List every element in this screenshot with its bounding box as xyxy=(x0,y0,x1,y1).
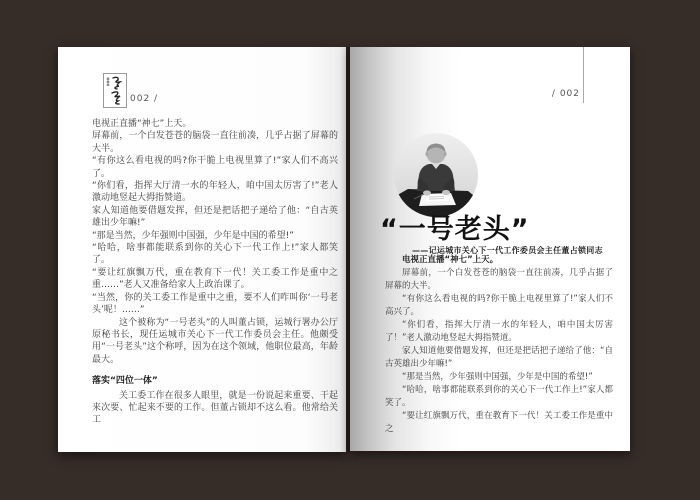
paragraph: “当然，你的关工委工作是重中之重，要不人们咋叫你‘一号老头’呢！……” xyxy=(92,292,338,316)
page-number-left: 002 / xyxy=(130,94,159,104)
article-subtitle: ——记运城市关心下一代工作委员会主任董占锁同志 xyxy=(412,246,603,255)
paragraph: 这个被称为“一号老头”的人叫董占锁，运城行署办公厅原秘书长，现任运城市关心下一代工作委员会主任。他颇受用“一号老头”这个称呼，因为在这个领域，他职位最高，年龄最大。 xyxy=(92,317,338,365)
paragraph: “那是当然，少年强则中国强，少年是中国的希望!” xyxy=(92,230,294,241)
right-body-text xyxy=(385,254,613,440)
paragraph: 家人知道他要借题发挥，但还是把话把子递给了他：“自古英雄出少年嘛!” xyxy=(92,205,338,229)
right-page xyxy=(350,47,630,451)
paragraph: “要让红旗飘万代，重在教育下一代！关工委工作是重中之 xyxy=(385,411,613,434)
paragraph: 屏幕前，一个白发苍苍的脑袋一直往前凑，几乎占据了屏幕的大半。 xyxy=(92,131,338,154)
paragraph: “你们看，指挥大厅清一水的年轻人，咱中国太厉害了！”老人激动地竖起大拇指赞道。 xyxy=(385,320,613,343)
calligraphy-stamp-icon xyxy=(103,73,127,108)
paragraph: “要让红旗飘万代，重在教育下一代！关工委工作是重中之重……”老人又准备给家人上政治课了。 xyxy=(92,267,338,291)
article-title: “一号老头” xyxy=(380,214,530,245)
section-subheading: 落实“四位一体” xyxy=(92,376,158,387)
paragraph: 关工委工作在很多人眼里，就是一份说起来重要、干起来次要、忙起来不要的工作。但董占锁却不这么看。他常给关工 xyxy=(92,390,338,426)
page-number-right: / 002 xyxy=(551,89,580,99)
paragraph: 家人知道他要借题发挥，但还是把话把子递给了他：“自古英雄出少年嘛!” xyxy=(385,346,613,369)
left-body-text xyxy=(92,118,338,427)
lead-paragraph: 电视正直播“神七”上天。 xyxy=(402,255,499,265)
paragraph: “哈哈，啥事都能联系到你的关心下一代工作上!”家人都笑了。 xyxy=(92,243,338,266)
paragraph: “有你这么看电视的吗?你干脆上电视里算了!”家人们不高兴了。 xyxy=(92,156,338,179)
paragraph: “那是当然，少年强则中国强，少年是中国的希望!” xyxy=(402,372,593,382)
paragraph: “你们看，指挥大厅清一水的年轻人，咱中国太厉害了!”老人激动地竖起大拇指赞道。 xyxy=(92,181,338,204)
paragraph: 屏幕前，一个白发苍苍的脑袋一直往前凑，几乎占据了屏幕的大半。 xyxy=(385,268,613,291)
paragraph: “有你这么看电视的吗?你干脆上电视里算了!”家人们不高兴了。 xyxy=(385,294,613,317)
portrait-photo xyxy=(394,133,478,217)
paragraph: 电视正直播“神七”上天。 xyxy=(92,119,192,129)
paragraph: “哈哈，啥事都能联系到你的关心下一代工作上!”家人都笑了。 xyxy=(385,385,613,408)
header-rule xyxy=(583,47,584,103)
left-page xyxy=(58,47,346,452)
